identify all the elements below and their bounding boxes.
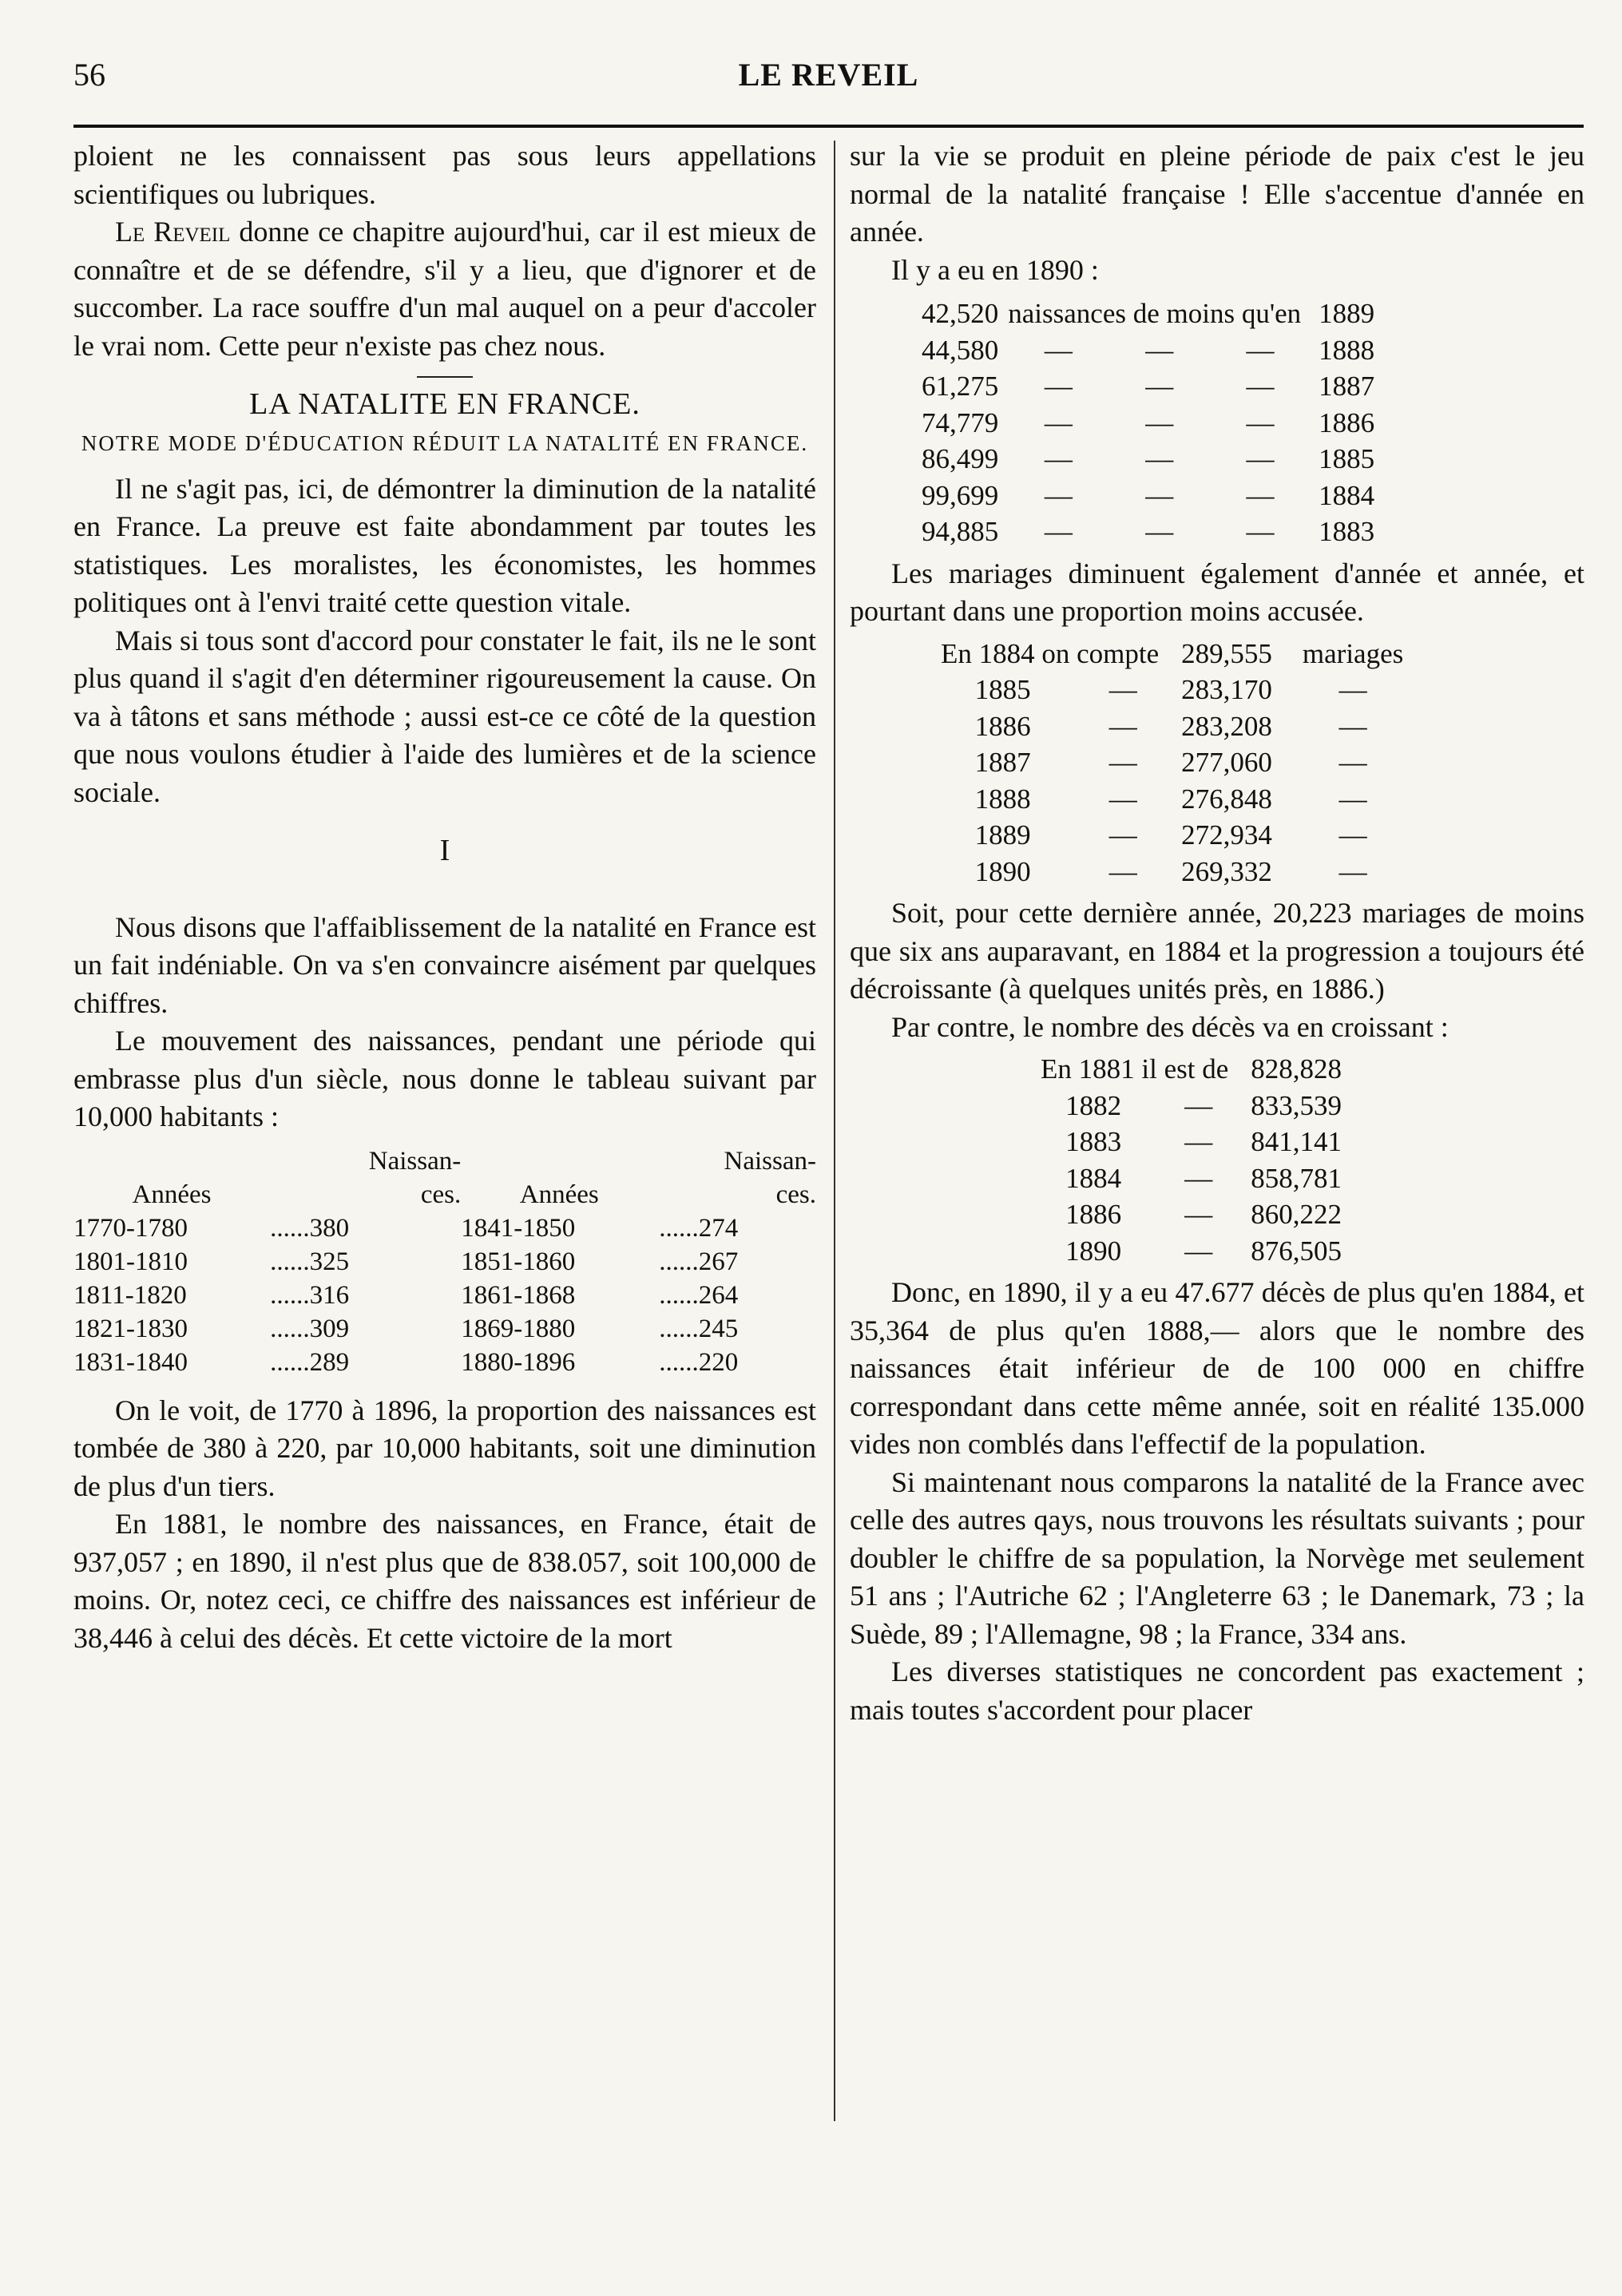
column-header: Années	[519, 1180, 599, 1209]
ditto-dash: —	[1338, 710, 1367, 742]
ditto-dash: —	[1044, 516, 1073, 547]
births-cell: ......289	[270, 1347, 350, 1377]
table-row	[73, 1211, 816, 1245]
number-cell: 44,580	[922, 334, 999, 366]
marriages-table	[930, 636, 1414, 890]
column-header: ces.	[420, 1180, 462, 1209]
ditto-dash: —	[1108, 674, 1137, 705]
table-row	[73, 1245, 816, 1279]
number-cell: 99,699	[922, 479, 999, 511]
number-cell: 283,170	[1181, 674, 1272, 705]
paragraph: Soit, pour cette dernière année, 20,223 mariages de moins que six ans auparavant, en 1884 et la progression a toujours été décroissante (à quelques unités près, en 1886.)	[850, 897, 1584, 1005]
ditto-dash: —	[1184, 1162, 1213, 1194]
births-cell: ......245	[659, 1314, 739, 1343]
paragraph: Le mouvement des naissances, pendant une période qui embrasse plus d'un siècle, nous donne le tableau suivant par 10,000 habitants :	[73, 1025, 816, 1132]
number-cell: 269,332	[1181, 855, 1272, 887]
ditto-dash: —	[1338, 747, 1367, 778]
year-cell: 1887	[1319, 371, 1375, 402]
ditto-dash: —	[1145, 334, 1174, 366]
deaths-table	[1029, 1051, 1353, 1269]
paragraph: Les diverses statistiques ne concordent pas exactement ; mais toutes s'accordent pour placer	[850, 1656, 1584, 1726]
number-cell: 42,520	[922, 298, 999, 329]
year-cell: 1883	[1065, 1126, 1122, 1157]
column-header: Naissan-	[724, 1146, 816, 1176]
section-subtitle: NOTRE MODE D'ÉDUCATION RÉDUIT LA NATALITÉ EN FRANCE.	[81, 430, 809, 455]
paragraph: ploient ne les connaissent pas sous leurs appellations scientifiques ou lubriques.	[73, 140, 816, 210]
number-cell: 74,779	[922, 406, 999, 438]
table-row	[930, 672, 1414, 708]
table-row	[922, 514, 1384, 550]
ditto-dash: —	[1145, 371, 1174, 402]
paragraph: Si maintenant nous comparons la natalité de la France avec celle des autres qays, nous trouvons les résultats suivants ; pour doubler le chiffre de sa population, la Norvège met seulement 51 ans ; l'Autriche 62 ; l'Angleterre 63 ; le Danemark, 73 ; la Suède, 89 ; l'Allemagne, 98 ; la France, 334 ans.	[850, 1465, 1584, 1650]
column-divider	[834, 141, 835, 2121]
paragraph: sur la vie se produit en pleine période de paix c'est le jeu normal de la natalité française ! Elle s'accentue d'année en année.	[850, 140, 1584, 248]
paragraph: Par contre, le nombre des décès va en croissant :	[891, 1010, 1449, 1043]
paragraph: En 1881, le nombre des naissances, en France, était de 937,057 ; en 1890, il n'est plus que de 838.057, soit 100,000 de moins. Or, notez ceci, ce chiffre des naissances est inférieur de 38,446 à celui des décès. Et cette victoire de la mort	[73, 1508, 816, 1654]
paragraph: Les mariages diminuent également d'année et année, et pourtant dans une proportion moins accusée.	[850, 557, 1584, 627]
period-cell: 1869-1880	[461, 1314, 576, 1343]
table-row	[930, 854, 1414, 890]
ditto-dash: —	[1044, 479, 1073, 511]
page-number: 56	[73, 57, 105, 93]
births-cell: ......316	[270, 1280, 350, 1310]
births-cell: ......264	[659, 1280, 739, 1310]
ditto-dash: —	[1246, 443, 1275, 474]
table-row	[922, 405, 1384, 442]
paragraph: Il y a eu en 1890 :	[891, 253, 1099, 286]
paragraph-text: donne ce chapitre aujourd'hui, car il est mieux de connaître et de se défendre, s'il y a lieu, que d'ignorer et de succomber. La race souffre d'un mal auquel on a peur d'accoler le vrai nom. Cette peur n'existe pas chez nous.	[73, 216, 816, 362]
year-cell: 1890	[974, 855, 1031, 887]
number-cell: 276,848	[1181, 783, 1272, 815]
year-cell: 1889	[974, 819, 1031, 851]
ditto-dash: —	[1044, 406, 1073, 438]
ditto-dash: —	[1184, 1126, 1213, 1157]
number-cell: 277,060	[1181, 747, 1272, 778]
births-cell: ......309	[270, 1314, 350, 1343]
table-row	[73, 1346, 816, 1379]
paragraph: Mais si tous sont d'accord pour constater le fait, ils ne le sont plus quand il s'agit d'en déterminer rigoureusement la cause. On va à tâtons et sans méthode ; aussi est-ce ce côté de la question que nous voulons étudier à l'aide des lumières et de la science sociale.	[73, 624, 816, 808]
year-cell: 1890	[1065, 1235, 1122, 1267]
number-cell: 61,275	[922, 371, 999, 402]
number-cell: 272,934	[1181, 819, 1272, 851]
ditto-dash: —	[1246, 516, 1275, 547]
year-cell: 1885	[974, 674, 1031, 705]
column-header: Naissan-	[368, 1146, 462, 1176]
text-cell: En 1881 il est de	[1041, 1053, 1229, 1085]
ditto-dash: —	[1338, 855, 1367, 887]
table-row	[922, 441, 1384, 478]
ditto-dash: —	[1108, 819, 1137, 851]
ditto-dash: —	[1145, 443, 1174, 474]
ditto-dash: —	[1338, 783, 1367, 815]
paragraph: Nous disons que l'affaiblissement de la natalité en France est un fait indéniable. On va s'en convaincre aisément par quelques chiffres.	[73, 910, 816, 1019]
table-row	[922, 478, 1384, 514]
number-cell: 858,781	[1251, 1162, 1342, 1194]
ditto-dash: —	[1338, 674, 1367, 705]
period-cell: 1811-1820	[73, 1280, 187, 1310]
text-cell: En 1884 on compte	[941, 637, 1160, 669]
births-cell: ......220	[659, 1347, 739, 1377]
period-cell: 1801-1810	[73, 1247, 188, 1276]
number-cell: 876,505	[1251, 1235, 1342, 1267]
year-cell: 1882	[1065, 1089, 1122, 1121]
year-cell: 1886	[1319, 406, 1375, 438]
year-cell: 1887	[974, 747, 1031, 778]
ditto-dash: —	[1338, 819, 1367, 851]
table-row	[922, 332, 1384, 369]
ditto-dash: —	[1246, 371, 1275, 402]
ditto-dash: —	[1108, 783, 1137, 815]
period-cell: 1770-1780	[73, 1213, 188, 1243]
period-cell: 1841-1850	[461, 1213, 576, 1243]
paragraph: On le voit, de 1770 à 1896, la proportion des naissances est tombée de 380 à 220, par 10,000 habitants, soit une diminution de plus d'un tiers.	[73, 1394, 816, 1502]
text-cell: mariages	[1302, 637, 1404, 669]
number-cell: 828,828	[1251, 1053, 1342, 1085]
table-row	[1029, 1124, 1353, 1160]
section-number: I	[439, 834, 450, 867]
number-cell: 289,555	[1181, 637, 1272, 669]
year-cell: 1884	[1319, 479, 1375, 511]
section-divider	[417, 376, 473, 378]
ditto-dash: —	[1108, 747, 1137, 778]
ditto-dash: —	[1044, 371, 1073, 402]
table-row	[1029, 1051, 1353, 1088]
ditto-dash: —	[1108, 855, 1137, 887]
number-cell: 283,208	[1181, 710, 1272, 742]
year-cell: 1889	[1319, 298, 1375, 329]
section-title: LA NATALITE EN FRANCE.	[249, 387, 640, 421]
running-title: LE REVEIL	[738, 57, 919, 93]
period-cell: 1831-1840	[73, 1347, 188, 1377]
period-cell: 1861-1868	[461, 1280, 576, 1310]
table-row	[73, 1312, 816, 1346]
ditto-dash: —	[1108, 710, 1137, 742]
births-cell: ......380	[270, 1213, 350, 1243]
number-cell: 94,885	[922, 516, 999, 547]
ditto-dash: —	[1145, 479, 1174, 511]
births-cell: ......267	[659, 1247, 739, 1276]
ditto-dash: —	[1246, 406, 1275, 438]
page-header	[73, 56, 1584, 97]
table-row	[922, 295, 1384, 332]
table-row	[930, 636, 1414, 672]
year-cell: 1885	[1319, 443, 1375, 474]
year-cell: 1888	[1319, 334, 1375, 366]
ditto-dash: —	[1145, 516, 1174, 547]
period-cell: 1821-1830	[73, 1314, 188, 1343]
table-row	[73, 1279, 816, 1312]
table-row	[930, 817, 1414, 854]
table-row	[930, 744, 1414, 781]
right-column	[850, 137, 1584, 1729]
year-cell: 1883	[1319, 516, 1375, 547]
ditto-dash: —	[1246, 479, 1275, 511]
table-row	[1029, 1088, 1353, 1124]
table-row	[1029, 1196, 1353, 1233]
table-row	[1029, 1233, 1353, 1270]
number-cell: 841,141	[1251, 1126, 1342, 1157]
column-header: Années	[132, 1180, 212, 1209]
table-row	[922, 368, 1384, 405]
births-cell: ......325	[270, 1247, 350, 1276]
period-cell: 1880-1896	[461, 1347, 576, 1377]
text-cell: naissances de moins qu'en	[1008, 298, 1302, 329]
ditto-dash: —	[1184, 1235, 1213, 1267]
period-cell: 1851-1860	[461, 1247, 576, 1276]
ditto-dash: —	[1044, 443, 1073, 474]
header-rule	[73, 125, 1584, 128]
year-cell: 1886	[974, 710, 1031, 742]
births-cell: ......274	[659, 1213, 739, 1243]
journal-name: Le Reveil	[115, 216, 231, 248]
ditto-dash: —	[1246, 334, 1275, 366]
column-header: ces.	[775, 1180, 816, 1209]
ditto-dash: —	[1044, 334, 1073, 366]
table-row	[930, 708, 1414, 745]
paragraph: Il ne s'agit pas, ici, de démontrer la diminution de la natalité en France. La preuve est faite abondamment par toutes les statistiques. Les moralistes, les économistes, les hommes politiques ont à l'envi traité cette question vitale.	[73, 472, 816, 618]
ditto-dash: —	[1184, 1089, 1213, 1121]
number-cell: 860,222	[1251, 1199, 1342, 1230]
births-decline-table	[922, 295, 1384, 550]
paragraph: Donc, en 1890, il y a eu 47.677 décès de plus qu'en 1884, et 35,364 de plus qu'en 1888,— alors que le nombre des naissances était inférieur de de 100 000 en chiffre correspondant dans cette même année, soit en réalité 135.000 vides non comblés dans l'effectif de la population.	[850, 1276, 1584, 1460]
table-row	[930, 781, 1414, 818]
left-column	[73, 137, 816, 1657]
number-cell: 86,499	[922, 443, 999, 474]
paragraph	[73, 213, 816, 365]
year-cell: 1884	[1065, 1162, 1122, 1194]
number-cell: 833,539	[1251, 1089, 1342, 1121]
births-per-decade-table	[73, 1144, 816, 1379]
year-cell: 1886	[1065, 1199, 1122, 1230]
table-row	[1029, 1160, 1353, 1197]
year-cell: 1888	[974, 783, 1031, 815]
ditto-dash: —	[1145, 406, 1174, 438]
ditto-dash: —	[1184, 1199, 1213, 1230]
